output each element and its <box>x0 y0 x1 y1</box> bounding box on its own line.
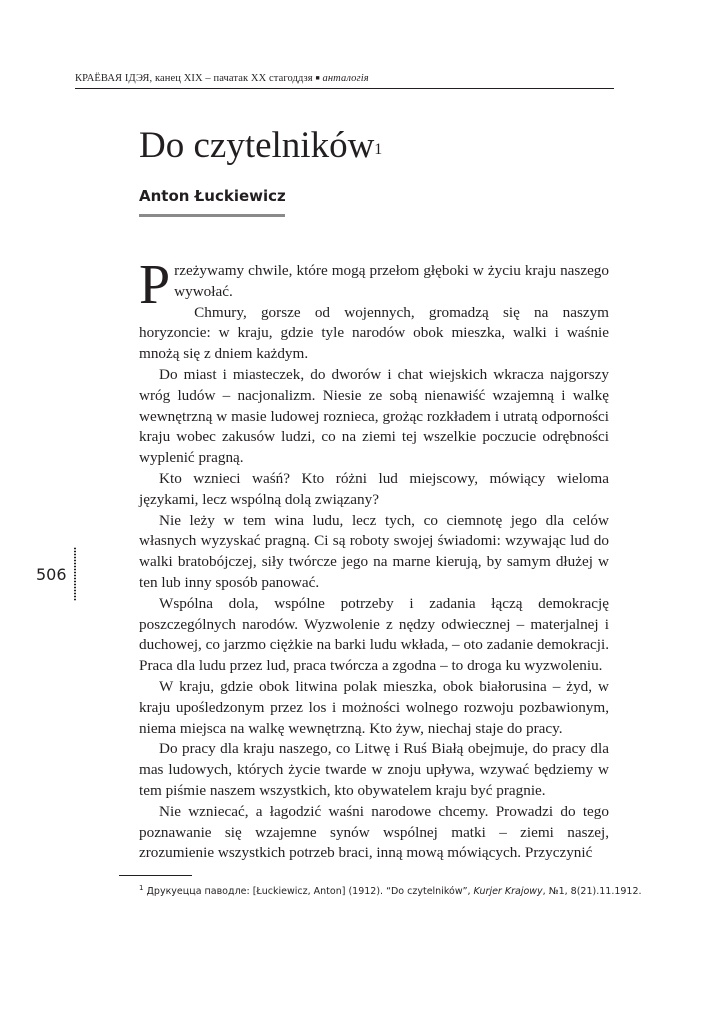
author-rule <box>139 214 285 217</box>
running-header-separator-icon: ■ <box>315 74 320 82</box>
paragraph: Do pracy dla kraju naszego, co Litwę i Ruś Białą obejmuje, do pracy dla mas ludowych, których życie twarde w znoju upływa, wzywać będziemy w tem piśmie naszem wszystkich, kto obywatelem kraju być pragnie. <box>139 740 609 799</box>
article-title <box>139 124 382 168</box>
running-header-section: анталогія <box>322 73 369 84</box>
running-header-text: КРАЁВАЯ ІДЭЯ, канец ХІХ – пачатак ХХ стагоддзя <box>75 73 313 84</box>
footnote-text-before: Друкуецца паводле: [Łuckiewicz, Anton] (1912). “Do czytelników”, <box>146 886 474 898</box>
footnote-journal: Kurjer Krajowy <box>473 886 543 898</box>
paragraph: Do miast i miasteczek, do dworów i chat wiejskich wkracza najgorszy wróg ludów – nacjonalizm. Niesie ze sobą nienawiść wzajemną i walkę wewnętrzną w masie ludowej roznieca, grożąc rozkładem i utratą odporności kraju wobec zakusów ludzi, co na ziemi tej wszelkie poczucie odrębności wyplenić pragną. <box>139 365 609 467</box>
page-number: 506 <box>36 565 67 584</box>
drop-cap: P <box>139 254 171 316</box>
paragraph: W kraju, gdzie obok litwina polak mieszka, obok białorusina – żyd, w kraju upośledzonym przez los i możności wolnego rozwoju pozbawionym, niema miejsca na walkę wewnętrzną. Kto żyw, niechaj staje do pracy. <box>139 677 609 737</box>
footnote <box>139 882 642 898</box>
running-header <box>75 73 614 84</box>
paragraph-first-text: rzeżywamy chwile, które mogą przełom głęboki w życiu kraju naszego wywołać. <box>174 262 609 300</box>
paragraph: Wspólna dola, wspólne potrzeby i zadania łączą demokrację poszczególnych narodów. Wyzwolenie z nędzy odwiecznej – materjalnej i duchowej, co jarzmo ciężkie na barki ludu wkłada, – oto zadanie demokracji. Praca dla ludu przez lud, praca twórcza a zgodna – to droga ku wyzwoleniu. <box>139 594 609 675</box>
footnote-rule <box>119 875 192 876</box>
title-footnote-mark[interactable]: 1 <box>374 141 383 158</box>
paragraph: Chmury, gorsze od wojennych, gromadzą się na naszym horyzoncie: w kraju, gdzie tyle narodów obok mieszka, walki i waśnie mnożą się z dniem każdym. <box>139 303 609 363</box>
footnote-text-after: , №1, 8(21).11.1912. <box>542 886 642 898</box>
paragraph: Nie wzniecać, a łagodzić waśni narodowe chcemy. Prowadzi do tego poznawanie się wzajemne synów wspólnej matki – ziemi naszej, zrozumienie wszystkich potrzeb braci, inną mową mówiących. Przyczynić <box>139 802 609 862</box>
paragraph: Kto wznieci waśń? Kto różni lud miejscowy, mówiący wieloma językami, lecz wspólną dolą związany? <box>139 469 609 508</box>
article-body <box>139 254 609 864</box>
article-title-text: Do czytelników <box>139 125 375 166</box>
article-author: Anton Łuckiewicz <box>139 187 286 205</box>
footnote-mark: 1 <box>139 884 144 892</box>
header-rule <box>75 88 614 89</box>
paragraph: Nie leży w tem wina ludu, lecz tych, co ciemnotę jego dla celów własnych wyzyskać pragną. Ci są roboty swojej świadomi: wzywając lud do walki bratobójczej, siły twórcze jego na marne kierują, by samym dłużej w ten lub inny sposób panować. <box>139 511 609 591</box>
page-dots-decoration <box>74 547 76 601</box>
paragraph-first <box>139 254 609 316</box>
